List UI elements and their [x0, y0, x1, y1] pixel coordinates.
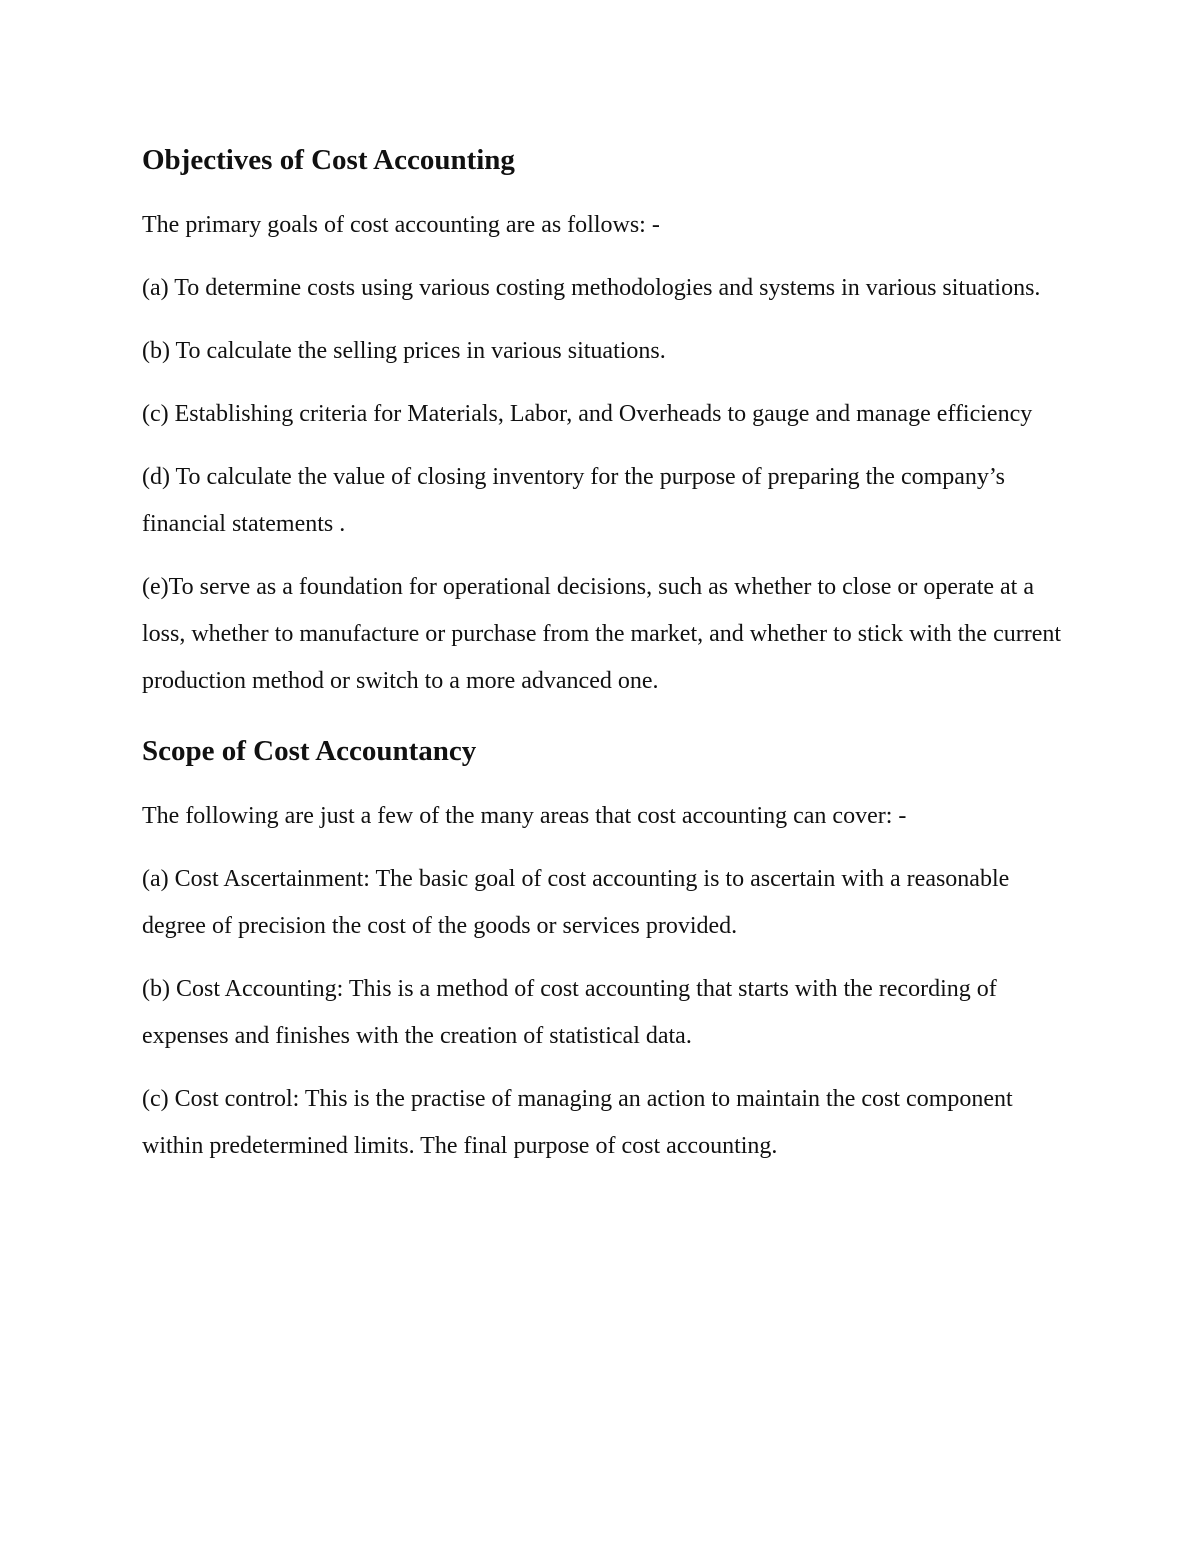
objective-item-d: (d) To calculate the value of closing inventory for the purpose of preparing the company’s financial statements . — [142, 464, 1005, 537]
objectives-intro: The primary goals of cost accounting are as follows: - — [142, 212, 660, 238]
objective-item-b: (b) To calculate the selling prices in various situations. — [142, 338, 666, 364]
scope-heading: Scope of Cost Accountancy — [142, 735, 477, 767]
objective-item-a: (a) To determine costs using various costing methodologies and systems in various situations. — [142, 275, 1041, 301]
objective-item-c: (c) Establishing criteria for Materials, Labor, and Overheads to gauge and manage efficiency — [142, 401, 1033, 427]
objectives-section — [142, 140, 1072, 705]
document-page — [142, 140, 1072, 1186]
scope-item-c: (c) Cost control: This is the practise of managing an action to maintain the cost component within predetermined limits. The final purpose of cost accounting. — [142, 1086, 1013, 1159]
scope-section — [142, 731, 1072, 1170]
objective-item-e: (e)To serve as a foundation for operational decisions, such as whether to close or operate at a loss, whether to manufacture or purchase from the market, and whether to stick with the current production method or switch to a more advanced one. — [142, 574, 1062, 694]
objectives-heading: Objectives of Cost Accounting — [142, 144, 515, 176]
scope-item-a: (a) Cost Ascertainment: The basic goal of cost accounting is to ascertain with a reasonable degree of precision the cost of the goods or services provided. — [142, 866, 1010, 939]
scope-item-b: (b) Cost Accounting: This is a method of cost accounting that starts with the recording of expenses and finishes with the creation of statistical data. — [142, 976, 997, 1049]
scope-intro: The following are just a few of the many areas that cost accounting can cover: - — [142, 803, 907, 829]
